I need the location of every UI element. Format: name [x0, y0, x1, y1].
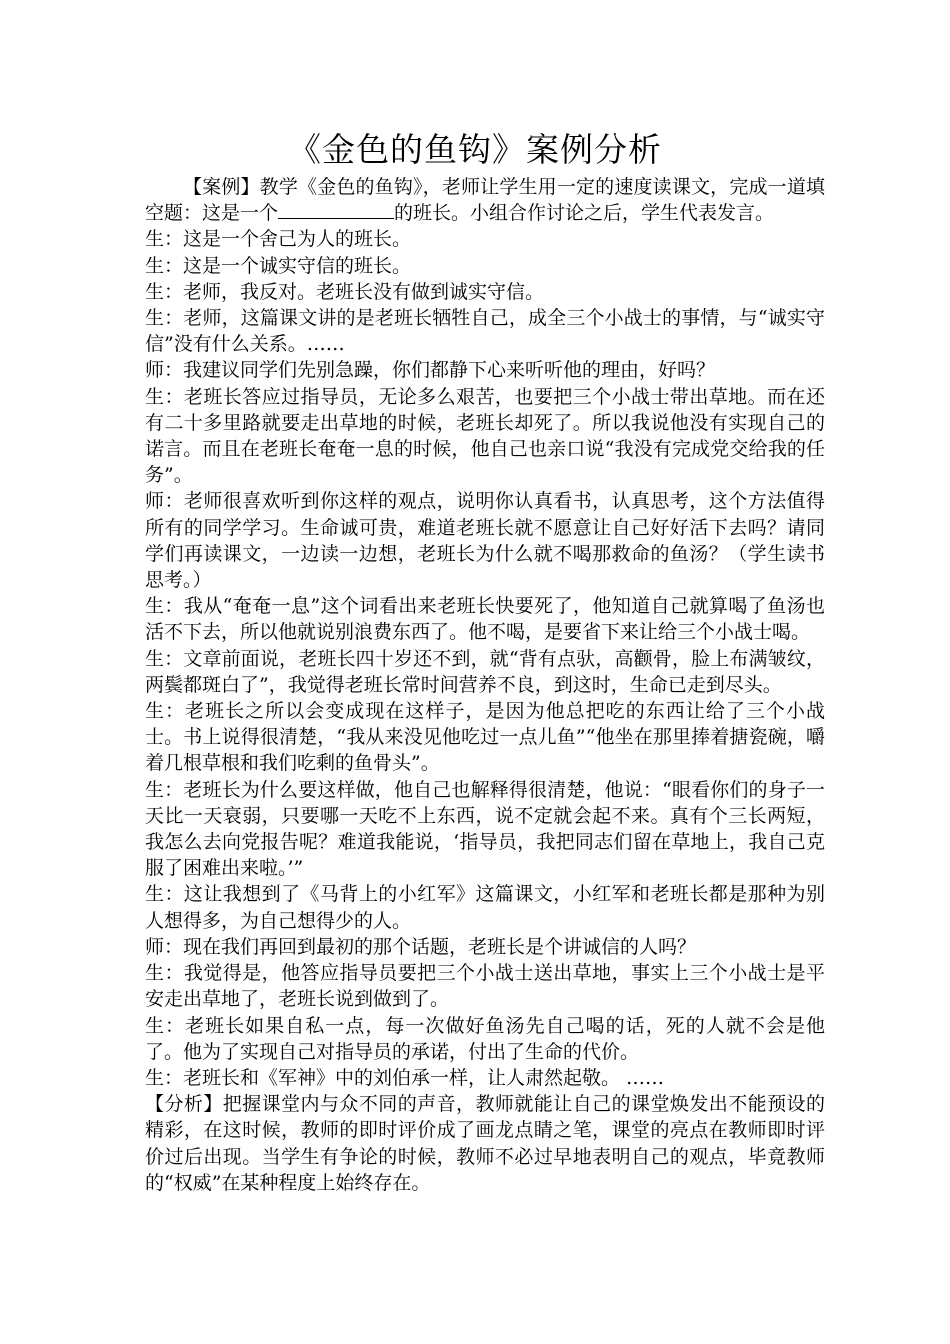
page-title: 《金色的鱼钩》案例分析: [288, 130, 662, 169]
paragraph: 生：这让我想到了《马背上的小红军》这篇课文，小红军和老班长都是那种为别人想得多，为自己想得少的人。: [145, 883, 825, 932]
paragraph: 生：这是一个诚实守信的班长。: [145, 254, 412, 277]
intro-paragraph: [145, 174, 825, 226]
paragraph: 生：老班长为什么要这样做，他自己也解释得很清楚，他说：“眼看你们的身子一天比一天衰弱，只要哪一天吃不上东西，说不定就会起不来。真有个三长两短，我怎么去向党报告呢？难道我能说，‘指导员，我把同志们留在草地上，我自己克服了困难出来啦。’”: [145, 778, 825, 880]
paragraph: 生：我从“奄奄一息”这个词看出来老班长快要死了，他知道自己就算喝了鱼汤也活不下去，所以他就说别浪费东西了。他不喝，是要省下来让给三个小战士喝。: [145, 595, 825, 644]
paragraph: 生：这是一个舍己为人的班长。: [145, 228, 412, 251]
paragraph: 生：老班长如果自私一点，每一次做好鱼汤先自己喝的话，死的人就不会是他了。他为了实现自己对指导员的承诺，付出了生命的代价。: [145, 1014, 825, 1063]
paragraph: 生：文章前面说，老班长四十岁还不到，就“背有点驮，高颧骨，脸上布满皱纹，两鬓都斑白了”，我觉得老班长常时间营养不良，到这时，生命已走到尽头。: [145, 647, 825, 696]
paragraph: 生：老师，我反对。老班长没有做到诚实守信。: [145, 280, 545, 303]
paragraph: 生：老班长之所以会变成现在这样子，是因为他总把吃的东西让给了三个小战士。书上说得很清楚，“我从来没见他吃过一点儿鱼”“他坐在那里捧着搪瓷碗，嚼着几根草根和我们吃剩的鱼骨头”。: [145, 700, 825, 775]
paragraph: 师：老师很喜欢听到你这样的观点，说明你认真看书，认真思考，这个方法值得所有的同学学习。生命诚可贵，难道老班长就不愿意让自己好好活下去吗？请同学们再读课文，一边读一边想，老班长为什么就不喝那救命的鱼汤？（学生读书思考。）: [145, 490, 825, 592]
intro-text-after: 的班长。小组合作讨论之后，学生代表发言。: [394, 202, 775, 225]
analysis-paragraph: 【分析】把握课堂内与众不同的声音，教师就能让自己的课堂焕发出不能预设的精彩，在这时候，教师的即时评价成了画龙点睛之笔，课堂的亮点在教师即时评价过后出现。当学生有争论的时候，教师不必过早地表明自己的观点，毕竟教师的“权威”在某种程度上始终存在。: [145, 1093, 825, 1194]
paragraph: 生：我觉得是，他答应指导员要把三个小战士送出草地，事实上三个小战士是平安走出草地了，老班长说到做到了。: [145, 962, 825, 1011]
paragraph: 师：现在我们再回到最初的那个话题，老班长是个讲诚信的人吗？: [145, 935, 697, 958]
case-tag: 【案例】: [183, 176, 260, 198]
paragraph: 生：老师，这篇课文讲的是老班长牺牲自己，成全三个小战士的事情，与“诚实守信”没有什么关系。……: [145, 307, 825, 356]
document-body: [145, 174, 825, 1196]
paragraph: 师：我建议同学们先别急躁，你们都静下心来听听他的理由，好吗？: [145, 359, 716, 382]
paragraph: 生：老班长答应过指导员，无论多么艰苦，也要把三个小战士带出草地。而在还有二十多里路就要走出草地的时候，老班长却死了。所以我说他没有实现自己的诺言。而且在老班长奄奄一息的时候，他自己也亲口说“我没有完成党交给我的任务”。: [145, 385, 825, 487]
paragraph: 生：老班长和《军神》中的刘伯承一样，让人肃然起敬。 ……: [145, 1066, 665, 1089]
intro-text-before: 教学《金色的鱼钩》，老师让学生用一定的速度读课文，完成一道填空题：这是一个: [145, 176, 825, 225]
fill-in-blank: [278, 200, 394, 219]
